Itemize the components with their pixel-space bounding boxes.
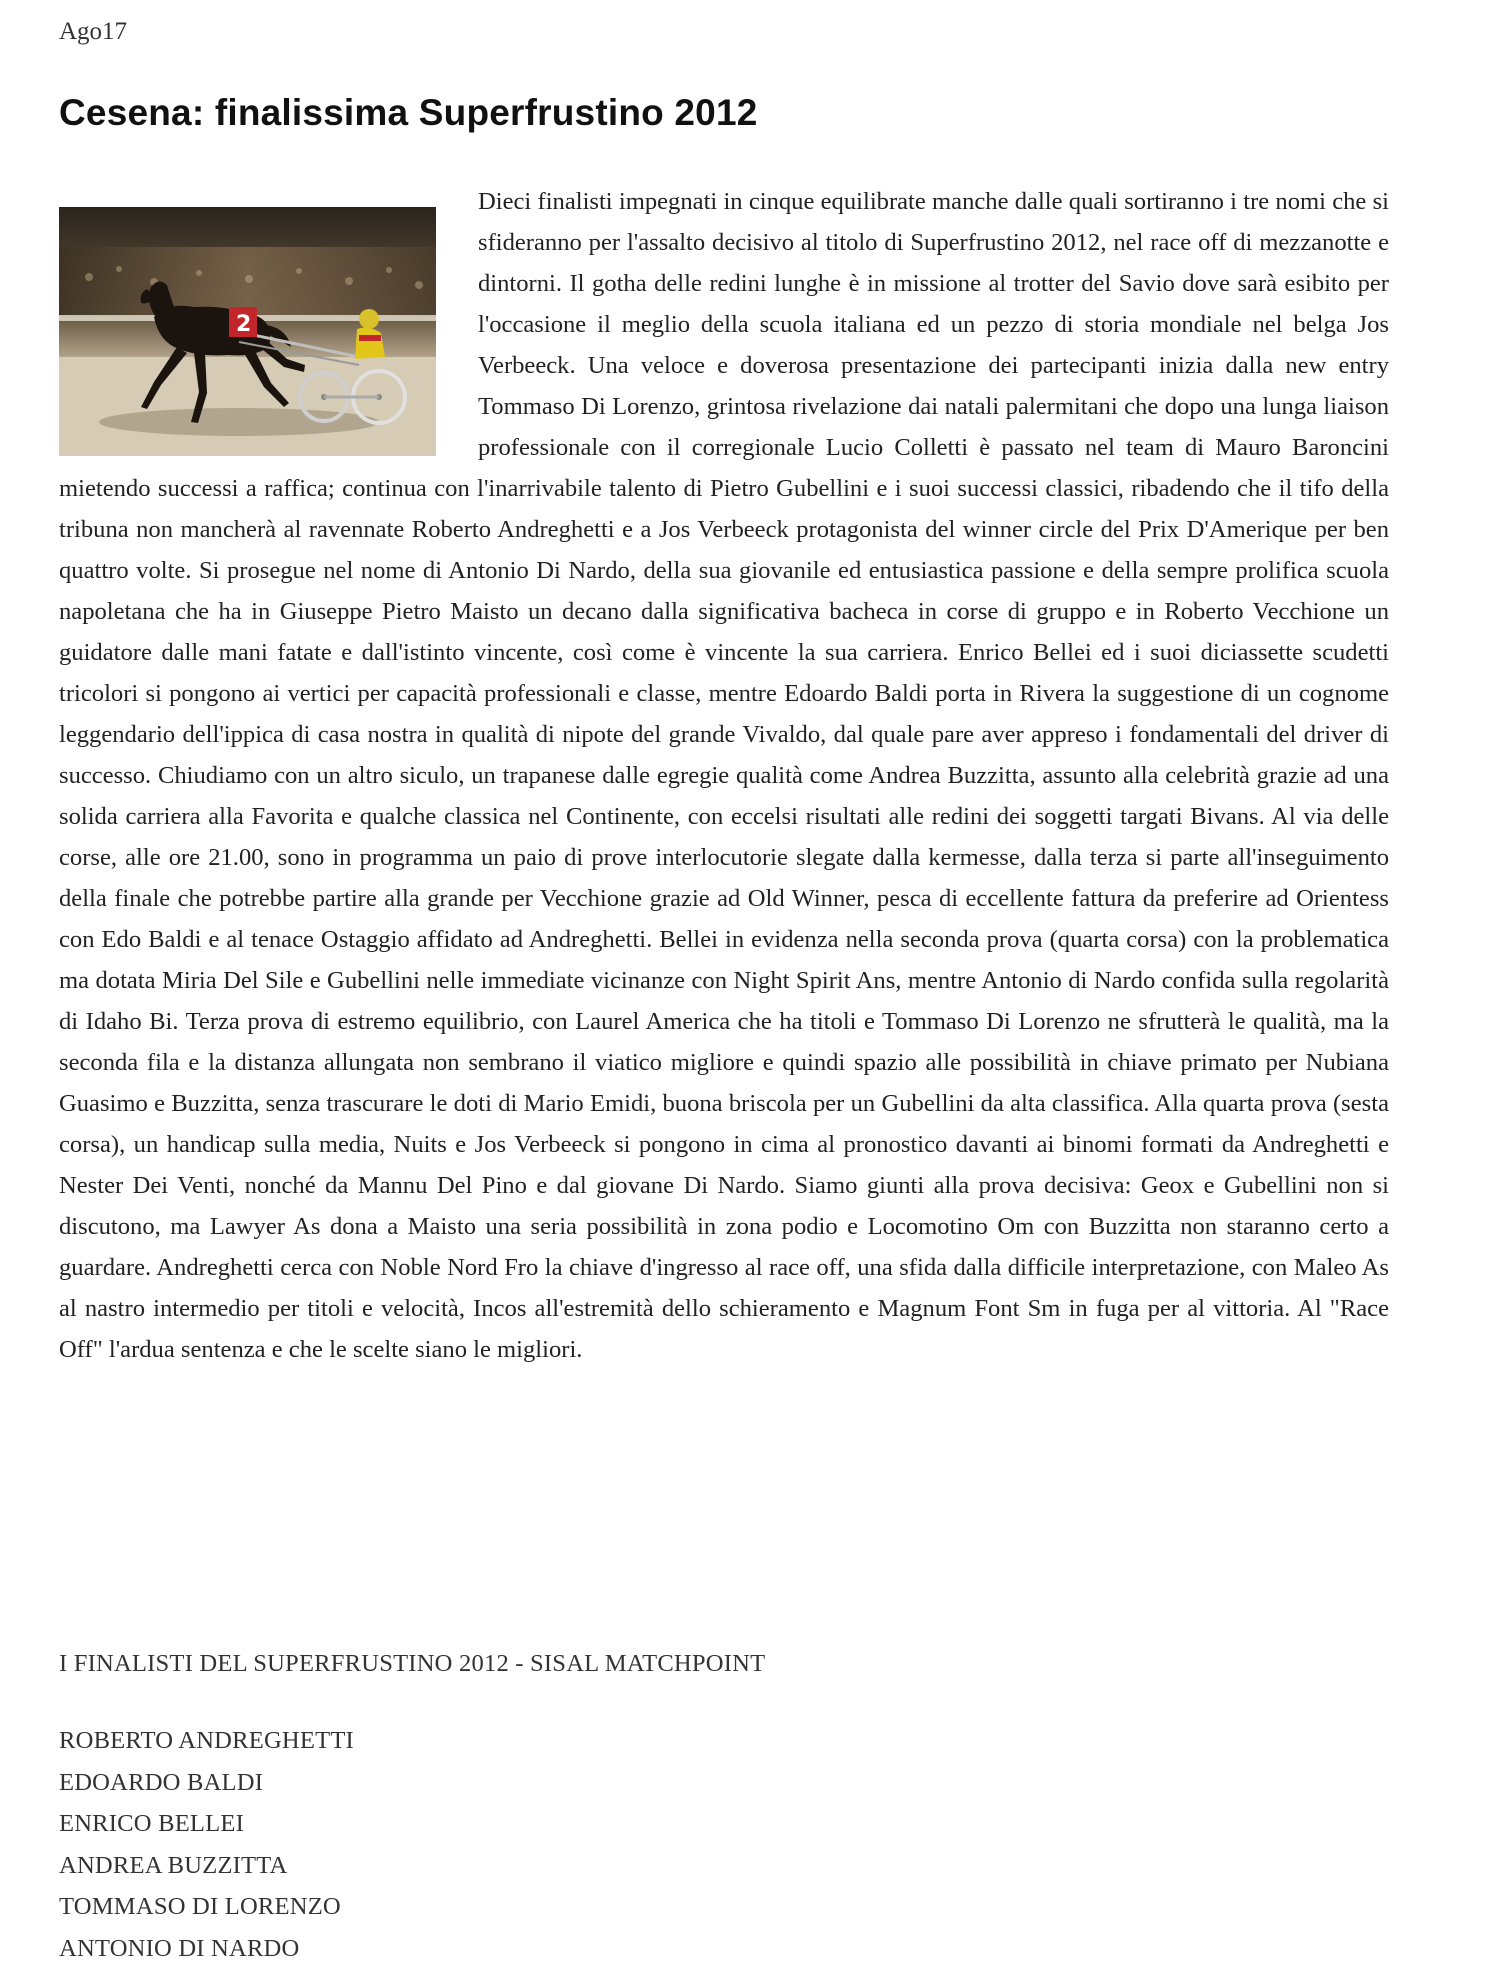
list-item: ROBERTO ANDREGHETTI — [59, 1727, 354, 1754]
post-date: Ago17 — [59, 18, 128, 45]
list-item: ANTONIO DI NARDO — [59, 1934, 300, 1962]
horse-race-photo — [59, 207, 436, 456]
harness-race-image — [59, 207, 436, 456]
list-item: EDOARDO BALDI — [59, 1768, 264, 1796]
finalists-list — [59, 1720, 354, 1969]
article-body — [59, 181, 1389, 1370]
list-item: ENRICO BELLEI — [59, 1810, 244, 1837]
article-title: Cesena: finalissima Superfrustino 2012 — [59, 92, 758, 133]
list-item: TOMMASO DI LORENZO — [59, 1893, 341, 1920]
list-item: ANDREA BUZZITTA — [59, 1851, 288, 1879]
finalists-heading: I FINALISTI DEL SUPERFRUSTINO 2012 - SISAL MATCHPOINT — [59, 1650, 766, 1677]
sulky-number: 2 — [236, 312, 252, 337]
article-text: Dieci finalisti impegnati in cinque equilibrate manche dalle quali sortiranno i tre nomi che si sfideranno per l'assalto decisivo al titolo di Superfrustino 2012, nel race off di mezzanotte e dintorni. Il gotha delle redini lunghe è in missione al trotter del Savio dove sarà esibito per l'occasione il meglio della scuola italiana ed un pezzo di storia mondiale nel belga Jos Verbeeck. Una veloce e doverosa presentazione dei partecipanti inizia dalla new entry Tommaso Di Lorenzo, grintosa rivelazione dai natali palermitani che dopo una lunga liaison professionale con il corregionale Lucio Colletti è passato nel team di Mauro Baroncini mietendo successi a raffica; continua con l'inarrivabile talento di Pietro Gubellini e i suoi successi classici, ribadendo che il tifo della tribuna non mancherà al ravennate Roberto Andreghetti e a Jos Verbeeck protagonista del winner circle del Prix D'Amerique per ben quattro volte. Si prosegue nel nome di Antonio Di Nardo, della sua giovanile ed entusiastica passione e della sempre prolifica scuola napoletana che ha in Giuseppe Pietro Maisto un decano dalla significativa bacheca in corse di gruppo e in Roberto Vecchione un guidatore dalle mani fatate e dall'istinto vincente, così come è vincente la sua carriera. Enrico Bellei ed i suoi diciassette scudetti tricolori si pongono ai vertici per capacità professionali e classe, mentre Edoardo Baldi porta in Rivera la suggestione di un cognome leggendario dell'ippica di casa nostra in qualità di nipote del grande Vivaldo, dal quale pare aver appreso i fondamentali del driver di successo. Chiudiamo con un altro siculo, un trapanese dalle egregie qualità come Andrea Buzzitta, assunto alla celebrità grazie ad una solida carriera alla Favorita e qualche classica nel Continente, con eccelsi risultati alle redini dei soggetti targati Bivans. Al via delle corse, alle ore 21.00, sono in programma un paio di prove interlocutorie slegate dalla kermesse, dalla terza si parte all'inseguimento della finale che potrebbe partire alla grande per Vecchione grazie ad Old Winner, pesca di eccellente fattura da preferire ad Orientess con Edo Baldi e al tenace Ostaggio affidato ad Andreghetti. Bellei in evidenza nella seconda prova (quarta corsa) con la problematica ma dotata Miria Del Sile e Gubellini nelle immediate vicinanze con Night Spirit Ans, mentre Antonio di Nardo confida sulla regolarità di Idaho Bi. Terza prova di estremo equilibrio, con Laurel America che ha titoli e Tommaso Di Lorenzo ne sfrutterà le qualità, ma la seconda fila e la distanza allungata non sembrano il viatico migliore e quindi spazio alle possibilità in chiave primato per Nubiana Guasimo e Buzzitta, senza trascurare le doti di Mario Emidi, buona briscola per un Gubellini da alta classifica. Alla quarta prova (sesta corsa), un handicap sulla media, Nuits e Jos Verbeeck si pongono in cima al pronostico davanti ai binomi formati da Andreghetti e Nester Dei Venti, nonché da Mannu Del Pino e dal giovane Di Nardo. Siamo giunti alla prova decisiva: Geox e Gubellini non si discutono, ma Lawyer As dona a Maisto una seria possibilità in zona podio e Locomotino Om con Buzzitta non staranno certo a guardare. Andreghetti cerca con Noble Nord Fro la chiave d'ingresso al race off, una sfida dalla difficile interpretazione, con Maleo As al nastro intermedio per titoli e velocità, Incos all'estremità dello schieramento e Magnum Font Sm in fuga per al vittoria. Al "Race Off" l'ardua sentenza e che le scelte siano le migliori. — [59, 188, 1389, 1363]
